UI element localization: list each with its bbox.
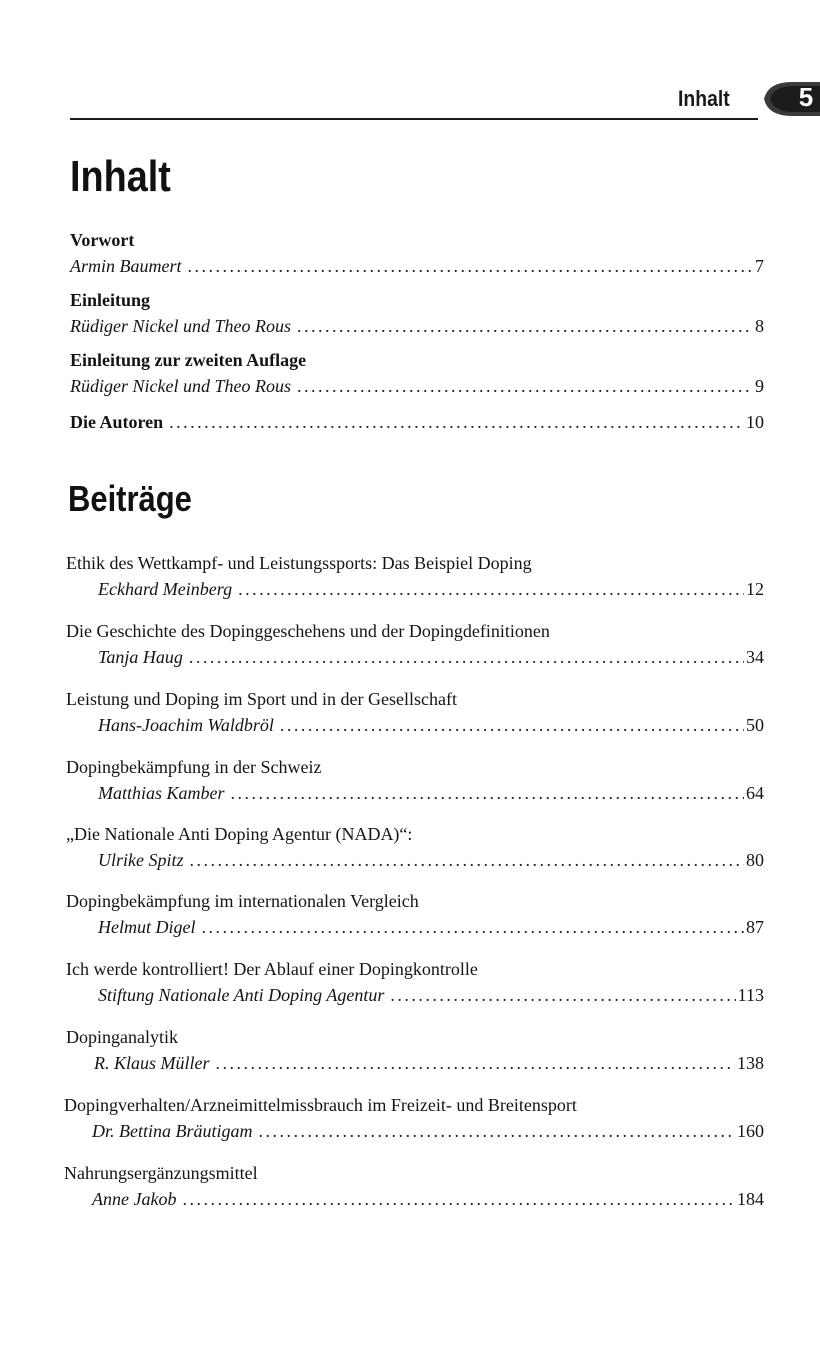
dot-leader	[201, 916, 744, 938]
dot-leader	[297, 315, 753, 337]
toc-entry-author: Stiftung Nationale Anti Doping Agentur	[98, 985, 385, 1005]
dot-leader	[231, 782, 744, 804]
toc-entry-title: „Die Nationale Anti Doping Agentur (NADA)“:	[66, 824, 413, 844]
toc-entry-contribution	[66, 688, 764, 736]
toc-entry-line	[70, 315, 764, 337]
toc-entry-contribution	[66, 756, 764, 804]
section-title-inhalt: Inhalt	[70, 152, 171, 201]
toc-entry-line	[64, 1120, 764, 1142]
toc-entry-title: Ich werde kontrolliert! Der Ablauf einer Dopingkontrolle	[66, 959, 478, 979]
dot-leader	[238, 578, 744, 600]
toc-entry-line	[66, 916, 764, 938]
toc-entry-page: 87	[746, 917, 764, 937]
running-header	[70, 86, 758, 120]
toc-entry-page: 10	[746, 412, 764, 432]
toc-entry-author: Rüdiger Nickel und Theo Rous	[70, 316, 291, 336]
toc-entry-title: Die Autoren	[70, 412, 164, 432]
toc-entry-title: Nahrungsergänzungsmittel	[64, 1163, 258, 1183]
toc-entry-author: Tanja Haug	[98, 647, 183, 667]
dot-leader	[390, 984, 735, 1006]
toc-entry-title: Einleitung	[70, 290, 151, 310]
toc-entry-author: R. Klaus Müller	[94, 1053, 210, 1073]
toc-entry-page: 50	[746, 715, 764, 735]
toc-entry-author: Anne Jakob	[92, 1189, 177, 1209]
toc-entry-contribution	[66, 890, 764, 938]
toc-entry-einleitung-zweite-auflage	[70, 349, 764, 397]
toc-entry-page: 138	[737, 1053, 764, 1073]
toc-entry-contribution	[66, 620, 764, 668]
toc-entry-title: Dopingbekämpfung im internationalen Vergleich	[66, 891, 419, 911]
toc-entry-title: Dopingverhalten/Arzneimittelmissbrauch im Freizeit- und Breitensport	[64, 1095, 577, 1115]
toc-entry-author: Dr. Bettina Bräutigam	[92, 1121, 253, 1141]
toc-entry-author: Hans-Joachim Waldbröl	[98, 715, 274, 735]
toc-entry-line	[70, 411, 764, 433]
toc-entry-author: Eckhard Meinberg	[98, 579, 233, 599]
dot-leader	[182, 1188, 735, 1210]
toc-entry-die-autoren	[70, 411, 764, 433]
toc-entry-contribution	[64, 1162, 764, 1210]
toc-entry-author: Helmut Digel	[98, 917, 196, 937]
toc-entry-title: Einleitung zur zweiten Auflage	[70, 350, 307, 370]
dot-leader	[169, 411, 744, 433]
toc-entry-title: Ethik des Wettkampf- und Leistungssports: Das Beispiel Doping	[66, 553, 532, 573]
toc-entry-page: 184	[737, 1189, 764, 1209]
dot-leader	[297, 375, 753, 397]
toc-entry-author: Armin Baumert	[70, 256, 182, 276]
toc-entry-einleitung	[70, 289, 764, 337]
toc-entry-author: Matthias Kamber	[98, 783, 225, 803]
dot-leader	[216, 1052, 736, 1074]
toc-entry-line	[66, 1052, 764, 1074]
toc-entry-vorwort	[70, 229, 764, 277]
toc-entry-line	[66, 714, 764, 736]
dot-leader	[188, 255, 754, 277]
toc-entry-page: 8	[755, 316, 764, 336]
toc-entry-page: 34	[746, 647, 764, 667]
section-title-beitraege: Beiträge	[68, 478, 192, 519]
dot-leader	[190, 849, 745, 871]
toc-entry-page: 12	[746, 579, 764, 599]
toc-entry-contribution	[66, 552, 764, 600]
toc-entry-contribution	[64, 1094, 764, 1142]
toc-entry-contribution	[66, 823, 764, 871]
toc-entry-line	[70, 375, 764, 397]
toc-entry-line	[66, 782, 764, 804]
page-number: 5	[798, 82, 814, 112]
dot-leader	[259, 1120, 736, 1142]
toc-entry-line	[66, 578, 764, 600]
toc-entry-line	[64, 1188, 764, 1210]
toc-entry-title: Leistung und Doping im Sport und in der Gesellschaft	[66, 689, 457, 709]
running-header-title: Inhalt	[678, 86, 730, 111]
dot-leader	[189, 646, 744, 668]
toc-entry-line	[66, 849, 764, 871]
toc-entry-page: 9	[755, 376, 764, 396]
toc-entry-author: Rüdiger Nickel und Theo Rous	[70, 376, 291, 396]
toc-entry-line	[70, 255, 764, 277]
toc-entry-contribution	[66, 1026, 764, 1074]
toc-entry-page: 64	[746, 783, 764, 803]
toc-entry-page: 160	[737, 1121, 764, 1141]
toc-entry-page: 7	[755, 256, 764, 276]
toc-entry-line	[66, 984, 764, 1006]
toc-entry-title: Die Geschichte des Dopinggeschehens und der Dopingdefinitionen	[66, 621, 550, 641]
toc-entry-contribution	[66, 958, 764, 1006]
toc-entry-author: Ulrike Spitz	[98, 850, 184, 870]
toc-entry-line	[66, 646, 764, 668]
toc-entry-title: Dopinganalytik	[66, 1027, 178, 1047]
toc-entry-page: 113	[737, 985, 764, 1005]
page-number-tab	[762, 78, 820, 120]
toc-entry-title: Dopingbekämpfung in der Schweiz	[66, 757, 322, 777]
toc-entry-page: 80	[746, 850, 764, 870]
dot-leader	[280, 714, 744, 736]
toc-entry-title: Vorwort	[70, 230, 135, 250]
